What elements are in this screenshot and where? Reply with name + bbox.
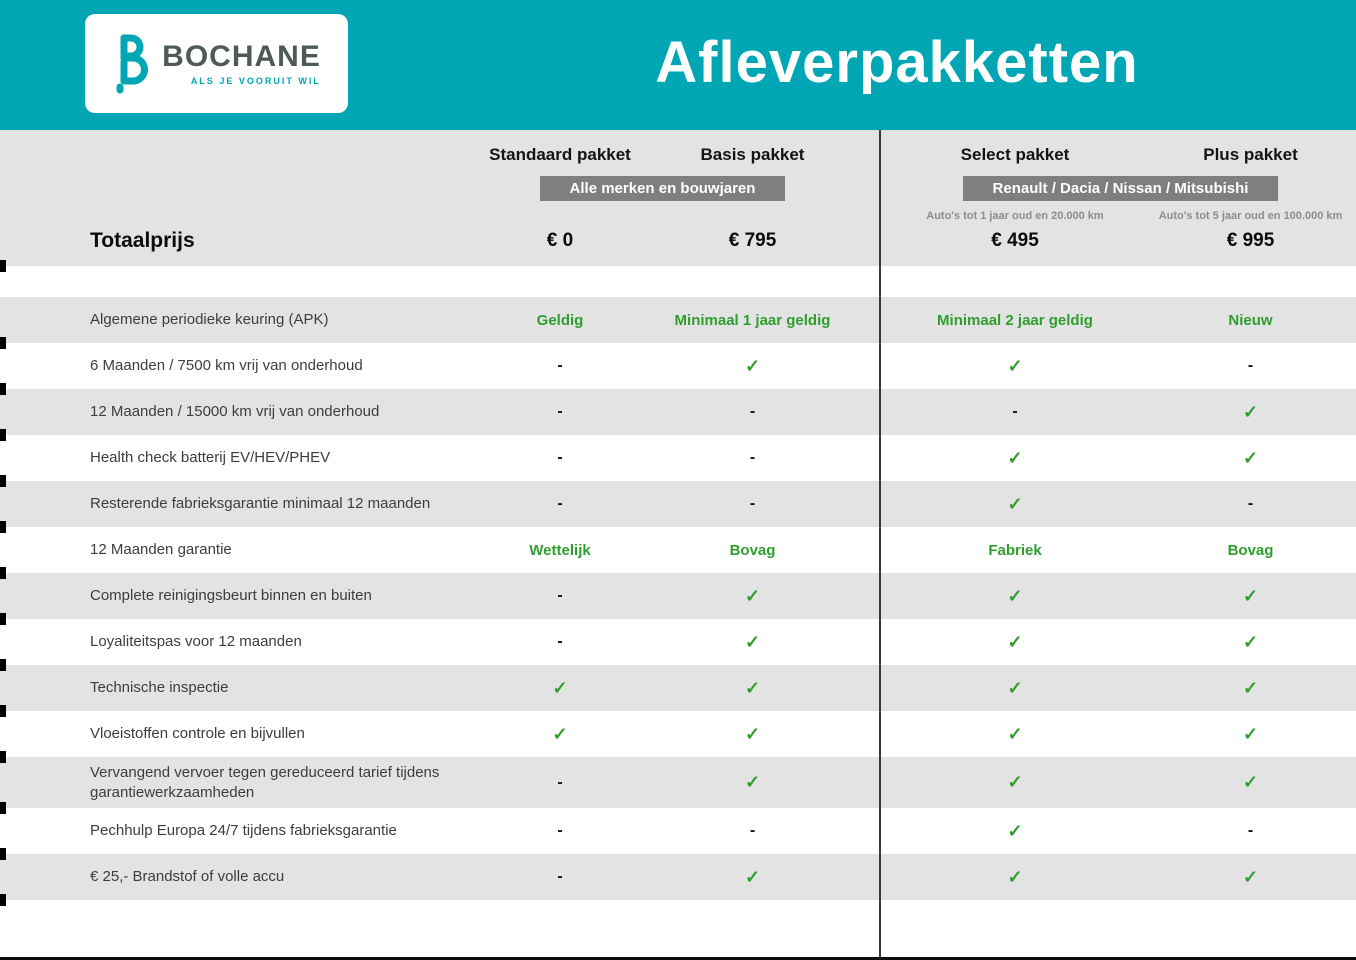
row-label: Health check batterij EV/HEV/PHEV (90, 449, 331, 467)
row-label: Complete reinigingsbeurt binnen en buiten (90, 587, 372, 605)
dash-mark: - (1247, 822, 1254, 839)
table-row (0, 711, 1356, 757)
table-row (0, 527, 1356, 573)
check-icon: ✓ (1007, 866, 1023, 887)
dash-mark: - (557, 587, 563, 604)
dash-mark: - (557, 495, 563, 512)
logo-tagline: ALS JE VOORUIT WIL (190, 75, 321, 86)
check-icon: ✓ (1242, 866, 1259, 887)
check-icon: ✓ (1242, 585, 1259, 606)
row-label: 12 Maanden garantie (90, 541, 232, 559)
price-plus-pakket: € 995 (1226, 230, 1275, 251)
column-header-standaard-pakket: Standaard pakket (489, 145, 631, 164)
price-standaard-pakket: € 0 (546, 230, 574, 251)
check-icon: ✓ (1007, 355, 1023, 376)
check-icon: ✓ (744, 723, 761, 744)
check-icon: ✓ (1242, 772, 1259, 792)
check-icon: ✓ (552, 723, 568, 744)
check-icon: ✓ (744, 772, 761, 792)
row-label: Pechhulp Europa 24/7 tijdens fabrieksgarantie (90, 822, 397, 840)
table-row (0, 435, 1356, 481)
row-label: Technische inspectie (90, 679, 229, 697)
dash-mark: - (557, 868, 563, 885)
table-row (0, 665, 1356, 711)
subnote-plus-pakket: Auto's tot 5 jaar oud en 100.000 km (1158, 209, 1343, 222)
row-label: 6 Maanden / 7500 km vrij van onderhoud (90, 357, 363, 375)
table-row (0, 297, 1356, 343)
check-icon: ✓ (1007, 447, 1023, 468)
subnote-select-pakket: Auto's tot 1 jaar oud en 20.000 km (926, 209, 1104, 222)
dash-mark: - (1012, 403, 1018, 420)
brand-badges-row (0, 176, 1356, 201)
row-value: Minimaal 2 jaar geldig (937, 311, 1093, 329)
row-label: Algemene periodieke keuring (APK) (90, 311, 329, 329)
dash-mark: - (557, 633, 563, 650)
row-value: Fabriek (988, 541, 1042, 559)
column-header-plus-pakket: Plus pakket (1203, 145, 1298, 164)
check-icon: ✓ (1007, 493, 1023, 514)
column-header-basis-pakket: Basis pakket (700, 145, 805, 164)
table-row (0, 573, 1356, 619)
row-label: € 25,- Brandstof of volle accu (90, 868, 285, 886)
table-row (0, 481, 1356, 527)
page-title: Afleverpakketten (655, 29, 1139, 95)
check-icon: ✓ (1242, 401, 1259, 422)
check-icon: ✓ (744, 355, 761, 376)
bochane-logo (85, 14, 348, 113)
row-label: Vervangend vervoer tegen gereduceerd tarief tijdens garantiewerkzaamheden (90, 764, 440, 801)
row-value: Geldig (536, 311, 584, 329)
check-icon: ✓ (1242, 447, 1259, 468)
dash-mark: - (1247, 357, 1254, 374)
check-icon: ✓ (1007, 820, 1023, 841)
dash-mark: - (557, 357, 563, 374)
dash-mark: - (557, 773, 563, 791)
check-icon: ✓ (1242, 677, 1259, 698)
bochane-logo-icon (112, 33, 150, 95)
check-icon: ✓ (1242, 723, 1259, 744)
page-header (0, 0, 1356, 130)
table-row (0, 854, 1356, 900)
check-icon: ✓ (1242, 631, 1259, 652)
check-icon: ✓ (1007, 723, 1023, 744)
check-icon: ✓ (1007, 677, 1023, 698)
row-value: Nieuw (1228, 311, 1273, 329)
column-header-select-pakket: Select pakket (960, 145, 1070, 164)
logo-text (162, 39, 321, 86)
check-icon: ✓ (1007, 585, 1023, 606)
price-basis-pakket: € 795 (728, 230, 777, 251)
dash-mark: - (749, 822, 756, 839)
check-icon: ✓ (744, 866, 761, 887)
column-subnotes-row (0, 209, 1356, 222)
row-value: Bovag (729, 541, 776, 559)
check-icon: ✓ (1007, 631, 1023, 652)
table-rows (0, 297, 1356, 900)
row-label: 12 Maanden / 15000 km vrij van onderhoud (90, 403, 380, 421)
row-value: Wettelijk (529, 541, 591, 559)
dash-mark: - (749, 403, 756, 420)
price-select-pakket: € 495 (991, 230, 1039, 251)
column-headers-row (0, 145, 1356, 165)
check-icon: ✓ (744, 677, 761, 698)
table-row (0, 757, 1356, 808)
dash-mark: - (557, 403, 563, 420)
total-price-row (0, 229, 1356, 253)
row-label: Loyaliteitspas voor 12 maanden (90, 633, 302, 651)
table-row (0, 343, 1356, 389)
badge-alle-merken: Alle merken en bouwjaren (540, 176, 786, 201)
logo-name: BOCHANE (162, 39, 321, 73)
row-label: Vloeistoffen controle en bijvullen (90, 725, 305, 743)
check-icon: ✓ (744, 585, 761, 606)
dash-mark: - (557, 822, 563, 839)
check-icon: ✓ (1007, 772, 1023, 792)
dash-mark: - (557, 449, 563, 466)
total-price-label: Totaalprijs (90, 229, 195, 252)
table-header-band (0, 130, 1356, 266)
check-icon: ✓ (552, 677, 568, 698)
dash-mark: - (749, 495, 756, 512)
row-value: Bovag (1227, 541, 1274, 559)
dash-mark: - (1247, 495, 1254, 512)
check-icon: ✓ (744, 631, 761, 652)
dash-mark: - (749, 449, 756, 466)
row-value: Minimaal 1 jaar geldig (674, 311, 831, 329)
group-divider-line (879, 130, 881, 957)
table-row (0, 619, 1356, 665)
row-label: Resterende fabrieksgarantie minimaal 12 maanden (90, 495, 431, 513)
badge-renault-dacia-nissan-mitsubishi: Renault / Dacia / Nissan / Mitsubishi (963, 176, 1279, 201)
table-row (0, 389, 1356, 435)
table-row (0, 808, 1356, 854)
